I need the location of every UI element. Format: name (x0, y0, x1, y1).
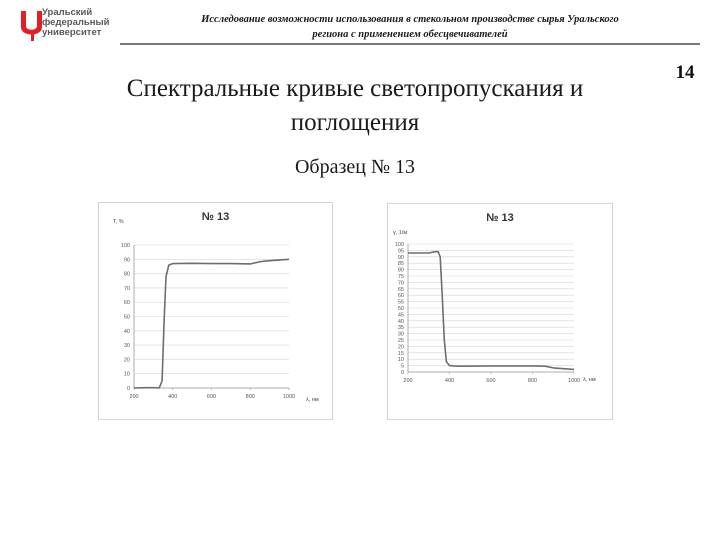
y-tick-label: 45 (397, 312, 404, 319)
y-tick-label: 30 (397, 331, 404, 338)
chart-title: № 13 (201, 211, 230, 223)
y-axis-label: Т, % (113, 219, 124, 225)
logo-text (42, 8, 109, 38)
slide-title-line-1: Спектральные кривые светопропускания и (126, 75, 584, 102)
y-tick-label: 0 (126, 386, 130, 392)
slide-title-line-2: поглощения (290, 109, 420, 136)
y-tick-label: 65 (397, 286, 404, 293)
chart-title: № 13 (486, 212, 514, 224)
x-tick-label: 200 (403, 378, 413, 384)
y-tick-label: 80 (123, 271, 130, 278)
x-tick-label: 1000 (282, 394, 296, 400)
series-line (134, 259, 289, 388)
y-tick-label: 20 (123, 357, 130, 364)
x-tick-label: 200 (129, 394, 139, 400)
y-tick-label: 20 (397, 344, 404, 351)
logo-line-1: Уральский (42, 7, 93, 18)
header-divider (120, 43, 700, 45)
slide-title (60, 72, 650, 140)
absorption-chart (387, 203, 613, 420)
y-tick-label: 10 (397, 357, 404, 364)
y-tick-label: 80 (397, 267, 404, 274)
header-line-2: региона с применением обесцвечивателей (312, 29, 508, 40)
logo-u-bar (31, 33, 34, 41)
x-axis-label: λ, нм (583, 377, 596, 383)
y-tick-label: 50 (397, 306, 404, 312)
y-tick-label: 40 (123, 328, 130, 335)
header-line-1: Исследование возможности использования в стекольном производстве сырья Уральского (201, 14, 619, 25)
y-tick-label: 60 (397, 293, 404, 300)
y-tick-label: 100 (120, 243, 130, 249)
y-tick-label: 0 (400, 370, 404, 376)
logo-u-mark (21, 11, 42, 35)
y-tick-label: 85 (397, 261, 404, 268)
y-tick-label: 95 (397, 248, 404, 255)
x-tick-label: 400 (168, 394, 178, 400)
y-tick-label: 35 (397, 325, 404, 332)
x-tick-label: 600 (486, 378, 496, 384)
y-tick-label: 30 (123, 343, 130, 350)
x-axis-label: λ, нм (306, 397, 319, 403)
y-tick-label: 25 (397, 338, 404, 344)
transmittance-chart-svg (99, 203, 332, 419)
x-tick-label: 1000 (567, 378, 581, 384)
x-tick-label: 600 (206, 394, 217, 400)
y-tick-label: 40 (397, 318, 404, 325)
y-axis-label: γ, 1/м (393, 230, 408, 236)
y-tick-label: 5 (400, 363, 404, 370)
y-tick-label: 10 (123, 371, 130, 378)
y-tick-label: 15 (397, 350, 404, 357)
y-tick-label: 60 (123, 300, 130, 307)
transmittance-chart (98, 202, 333, 420)
y-tick-label: 90 (123, 257, 130, 264)
y-tick-label: 70 (397, 280, 404, 287)
absorption-chart-svg (388, 204, 612, 419)
x-tick-label: 800 (527, 378, 538, 384)
x-tick-label: 800 (245, 394, 255, 400)
x-tick-label: 400 (444, 378, 455, 384)
slide-number: 14 (675, 62, 695, 83)
sample-label: Образец № 13 (294, 156, 416, 178)
y-tick-label: 70 (123, 285, 130, 292)
y-tick-label: 50 (123, 314, 130, 321)
y-tick-label: 90 (397, 254, 404, 261)
y-tick-label: 55 (397, 299, 404, 306)
logo-line-3: университет (42, 27, 102, 38)
logo-line-2: федеральный (42, 17, 110, 28)
y-tick-label: 100 (394, 242, 404, 248)
y-tick-label: 75 (397, 274, 404, 280)
header-text (120, 12, 700, 42)
